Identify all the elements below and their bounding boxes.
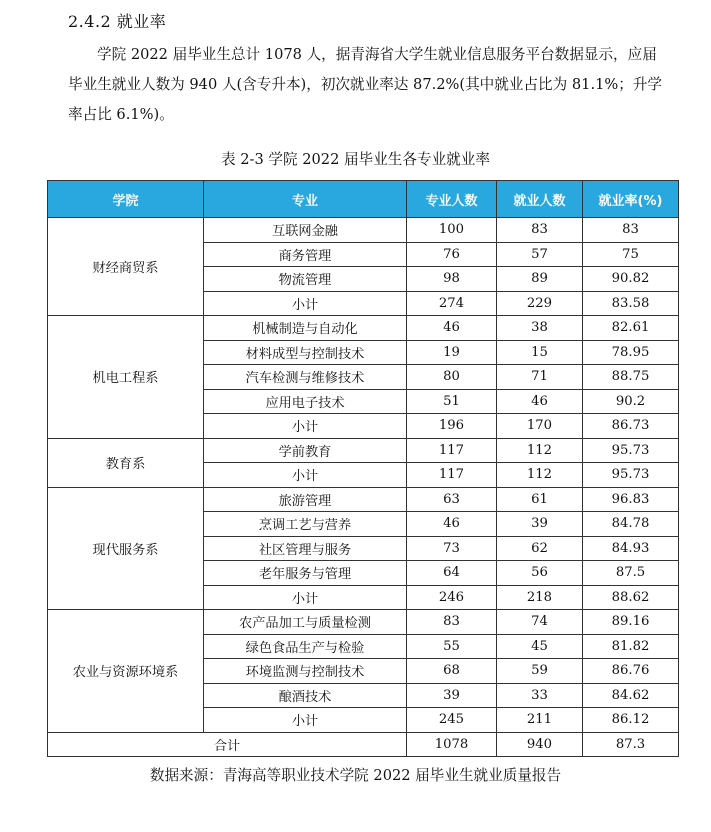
employed-count-cell: 112 [497,463,583,488]
employed-count-cell: 89 [497,267,583,292]
employment-rate-cell: 86.73 [583,414,679,439]
employment-rate-cell: 89.16 [583,610,679,635]
employed-count-cell: 170 [497,414,583,439]
major-cell: 机械制造与自动化 [204,316,407,341]
section-heading: 2.4.2 就业率 [68,12,167,31]
employment-rate-cell: 95.73 [583,463,679,488]
major-count-cell: 100 [407,218,497,243]
employment-rate-cell: 75 [583,242,679,267]
employed-count-cell: 38 [497,316,583,341]
employment-rate-cell: 90.2 [583,389,679,414]
employment-rate-cell: 84.93 [583,536,679,561]
table-row [48,610,679,635]
major-count-cell: 80 [407,365,497,390]
employment-rate-cell: 83 [583,218,679,243]
employment-rate-cell: 83.58 [583,291,679,316]
table-row [48,316,679,341]
employment-rate-cell: 86.12 [583,708,679,733]
major-cell: 农产品加工与质量检测 [204,610,407,635]
total-rate-cell: 87.3 [583,732,679,757]
major-count-cell: 117 [407,463,497,488]
major-cell: 小计 [204,463,407,488]
employment-rate-cell: 84.78 [583,512,679,537]
major-cell: 烹调工艺与营养 [204,512,407,537]
employed-count-cell: 74 [497,610,583,635]
major-count-cell: 98 [407,267,497,292]
major-cell: 旅游管理 [204,487,407,512]
employment-rate-cell: 86.76 [583,659,679,684]
college-cell: 财经商贸系 [48,218,204,316]
major-cell: 学前教育 [204,438,407,463]
major-count-cell: 55 [407,634,497,659]
table-row [48,218,679,243]
employed-count-cell: 39 [497,512,583,537]
college-cell: 现代服务系 [48,487,204,610]
major-count-cell: 73 [407,536,497,561]
header-major-count: 专业人数 [407,181,497,218]
data-source-note: 数据来源：青海高等职业技术学院 2022 届毕业生就业质量报告 [149,767,562,784]
college-cell: 机电工程系 [48,316,204,439]
major-count-cell: 46 [407,512,497,537]
major-cell: 小计 [204,291,407,316]
major-cell: 汽车检测与维修技术 [204,365,407,390]
major-cell: 小计 [204,414,407,439]
employed-count-cell: 46 [497,389,583,414]
employed-count-cell: 218 [497,585,583,610]
header-employment-rate: 就业率(%) [583,181,679,218]
major-cell: 小计 [204,708,407,733]
employed-count-cell: 61 [497,487,583,512]
major-cell: 社区管理与服务 [204,536,407,561]
employment-rate-cell: 88.75 [583,365,679,390]
major-cell: 环境监测与控制技术 [204,659,407,684]
employed-count-cell: 56 [497,561,583,586]
major-cell: 小计 [204,585,407,610]
major-count-cell: 76 [407,242,497,267]
header-major: 专业 [204,181,407,218]
major-cell: 材料成型与控制技术 [204,340,407,365]
employment-rate-cell: 78.95 [583,340,679,365]
employed-count-cell: 229 [497,291,583,316]
employment-rate-table [47,180,679,757]
major-count-cell: 196 [407,414,497,439]
major-cell: 酿酒技术 [204,683,407,708]
body-paragraph: 学院 2022 届毕业生总计 1078 人，据青海省大学生就业信息服务平台数据显示，应届毕业生就业人数为 940 人(含专升本)，初次就业率达 87.2%(其中就业占比为 81.1%；升学率占比 6.1%)。 [68,46,663,123]
table-body [48,218,679,757]
employed-count-cell: 83 [497,218,583,243]
employed-count-cell: 62 [497,536,583,561]
employment-rate-cell: 96.83 [583,487,679,512]
employed-count-cell: 59 [497,659,583,684]
major-count-cell: 51 [407,389,497,414]
header-college: 学院 [48,181,204,218]
major-count-cell: 245 [407,708,497,733]
major-cell: 老年服务与管理 [204,561,407,586]
table-header-row [48,181,679,218]
major-count-cell: 68 [407,659,497,684]
major-cell: 物流管理 [204,267,407,292]
major-cell: 互联网金融 [204,218,407,243]
total-label-cell: 合计 [48,732,407,757]
major-count-cell: 46 [407,316,497,341]
employment-rate-cell: 81.82 [583,634,679,659]
table-caption: 表 2-3 学院 2022 届毕业生各专业就业率 [221,151,490,168]
major-count-cell: 117 [407,438,497,463]
employment-rate-cell: 84.62 [583,683,679,708]
employed-count-cell: 211 [497,708,583,733]
major-cell: 绿色食品生产与检验 [204,634,407,659]
total-major-count-cell: 1078 [407,732,497,757]
major-count-cell: 64 [407,561,497,586]
employed-count-cell: 71 [497,365,583,390]
employment-rate-cell: 90.82 [583,267,679,292]
major-count-cell: 246 [407,585,497,610]
major-count-cell: 63 [407,487,497,512]
college-cell: 农业与资源环境系 [48,610,204,733]
employed-count-cell: 112 [497,438,583,463]
major-count-cell: 83 [407,610,497,635]
table-row [48,487,679,512]
employment-rate-cell: 95.73 [583,438,679,463]
major-count-cell: 19 [407,340,497,365]
table-total-row [48,732,679,757]
employed-count-cell: 45 [497,634,583,659]
major-cell: 应用电子技术 [204,389,407,414]
major-count-cell: 274 [407,291,497,316]
header-employed-count: 就业人数 [497,181,583,218]
employed-count-cell: 57 [497,242,583,267]
major-count-cell: 39 [407,683,497,708]
employment-rate-cell: 88.62 [583,585,679,610]
employed-count-cell: 33 [497,683,583,708]
employment-rate-cell: 87.5 [583,561,679,586]
employed-count-cell: 15 [497,340,583,365]
employment-rate-cell: 82.61 [583,316,679,341]
total-employed-count-cell: 940 [497,732,583,757]
major-cell: 商务管理 [204,242,407,267]
college-cell: 教育系 [48,438,204,487]
table-row [48,438,679,463]
